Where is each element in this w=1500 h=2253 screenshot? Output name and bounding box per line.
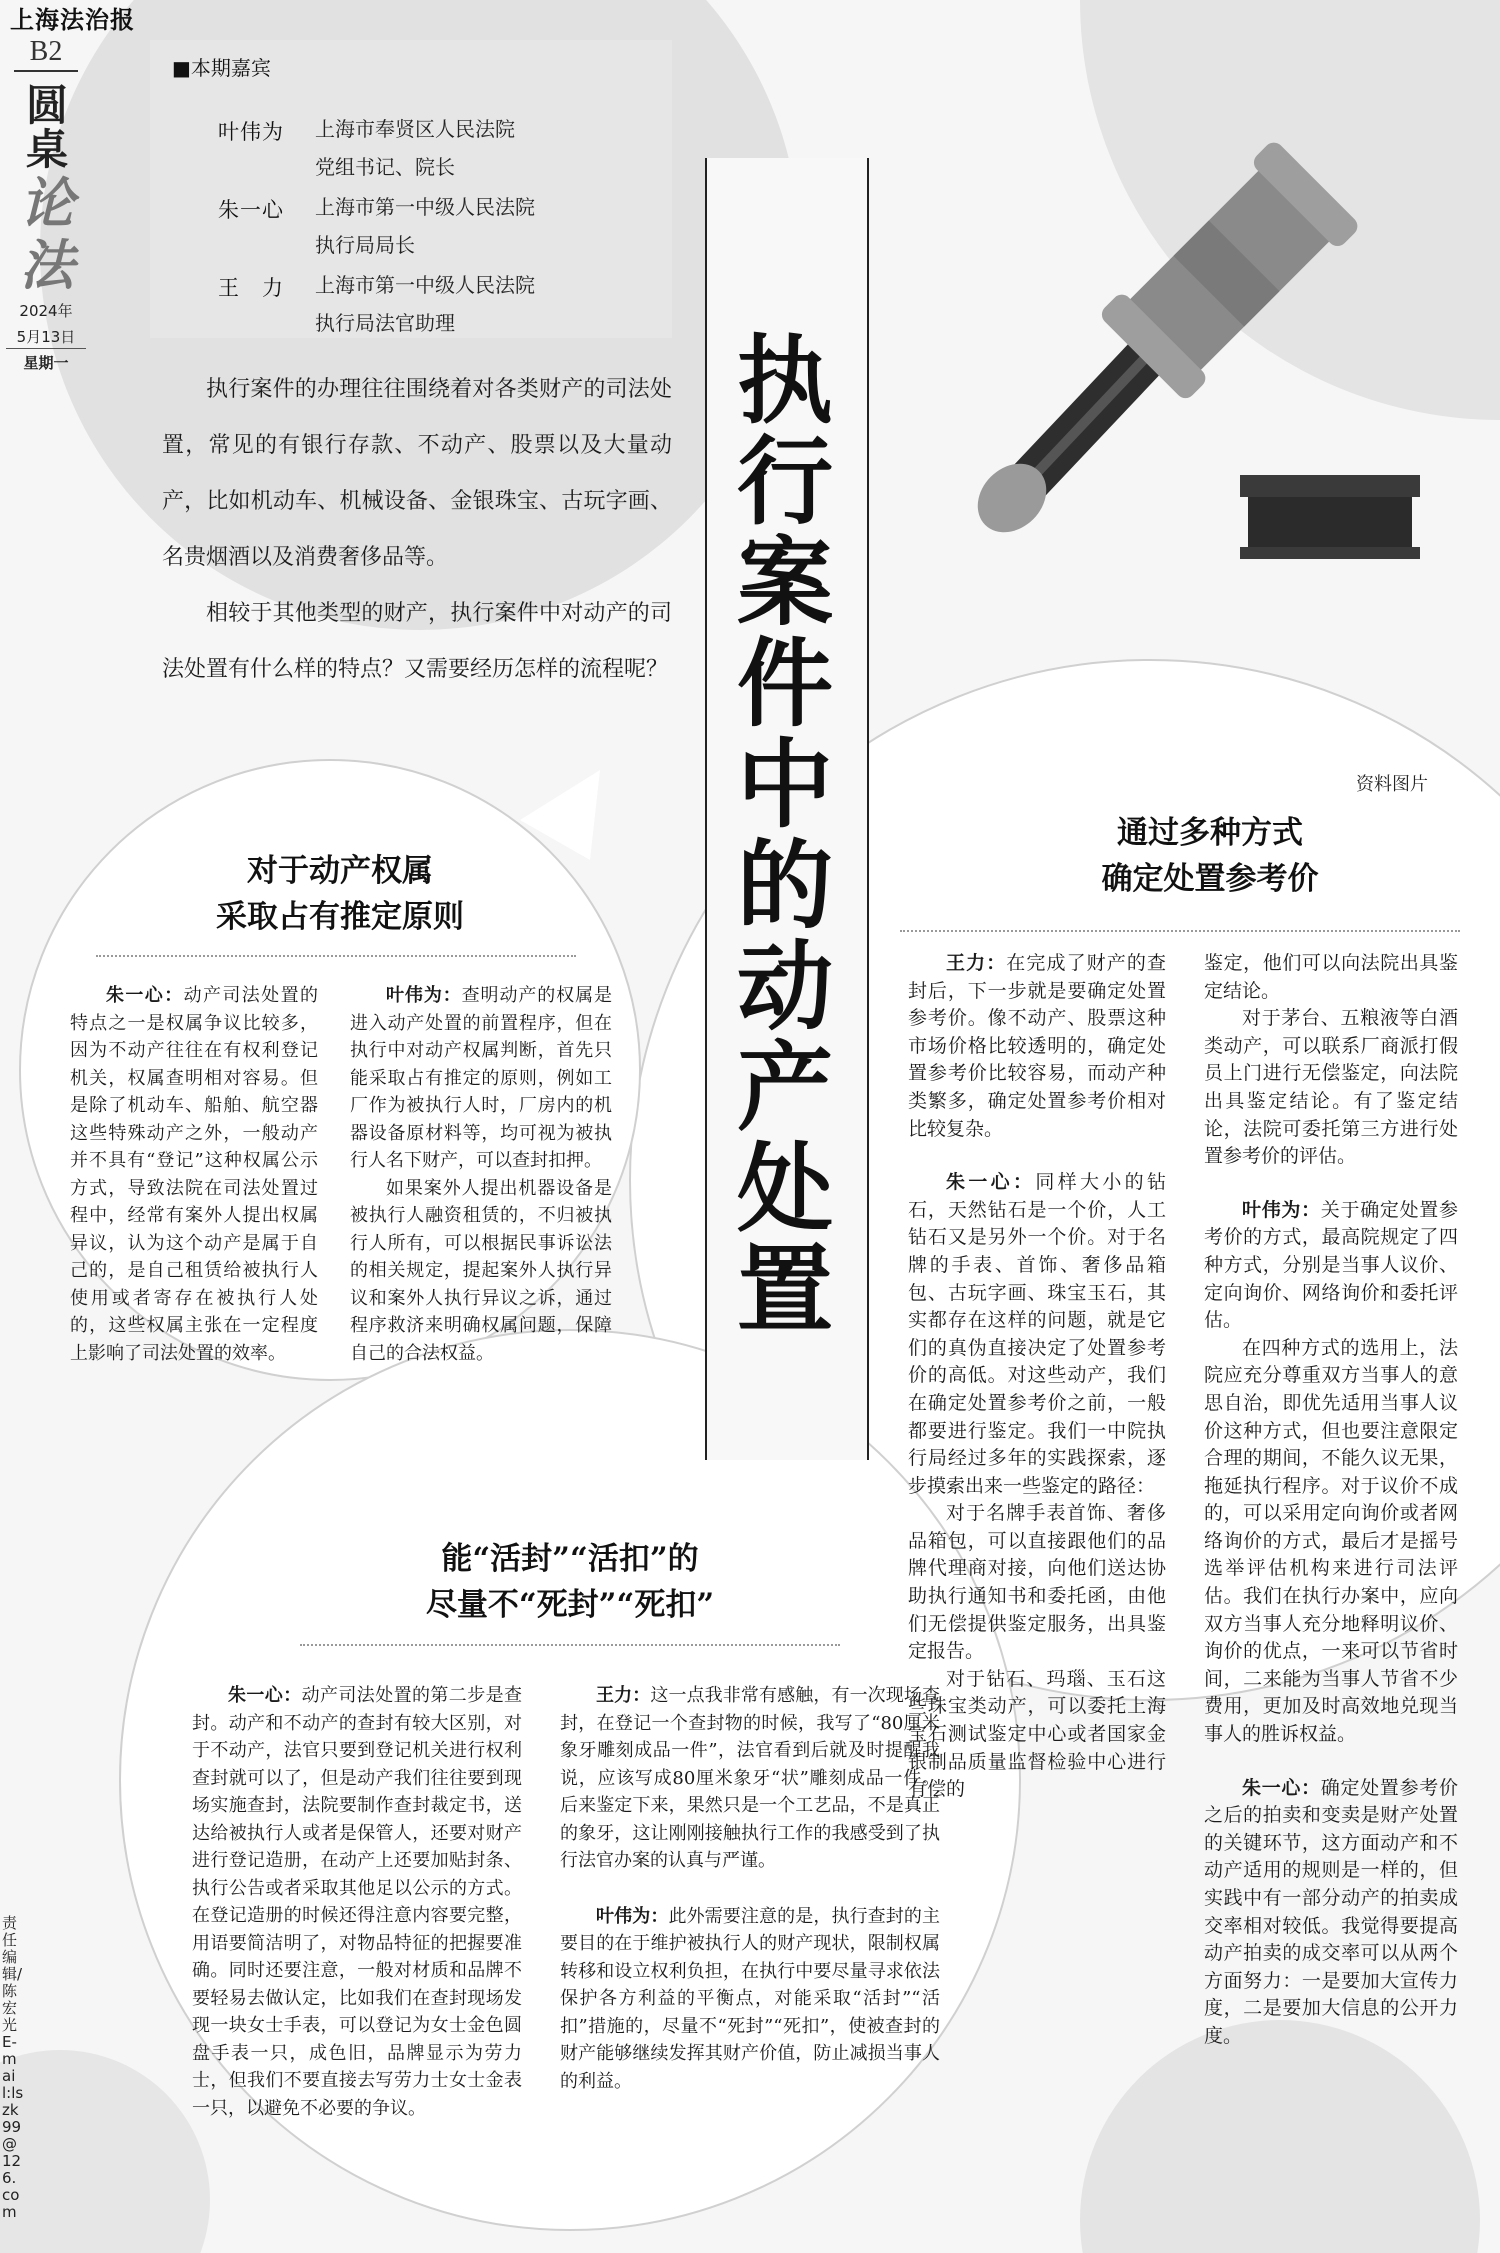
section3-col2: 鉴定，他们可以向法院出具鉴定结论。 对于茅台、五粮液等白酒类动产，可以联系厂商派打假员上门进行无偿鉴定，向法院出具鉴定结论。有了鉴定结论，法院可委托第三方进行处置参考价的评估。 叶伟为：关于确定处置参考价的方式，最高院规定了四种方式，分别是当事人议价、定向询价、网络询价和委托评估。 在四种方式的选用上，法院应充分尊重双方当事人的意思自治，即优先适用当事人议价这种方式，但也要注意限定合理的期间，不能久议无果，拖延执行程序。对于议价不成的，可以采用定向询价或者网络询价的方式，最后才是摇号选举评估机构来进行司法评估。我们在执行办案中，应向双方当事人充分地释明议价、询价的优点，一来可以节省时间，二来能为当事人节省不少费用，更加及时高效地兑现当事人的胜诉权益。 朱一心：确定处置参考价之后的拍卖和变卖是财产处置的关键环节，这方面动产和不动产适用的规则是一样的，但实践中有一部分动产的拍卖成交率相对较低。我觉得要提高动产拍卖的成交率可以从两个方面努力：一是要加大宣传力度，二是要加大信息的公开力度。 (1204, 952, 1458, 2047)
section1-divider (96, 955, 576, 957)
guest-name-2: 朱一心 (218, 198, 284, 222)
column-char-1: 圆 (25, 81, 68, 130)
photo-caption: 资料图片 (1356, 774, 1428, 795)
column-char-3: 论 (20, 171, 74, 235)
guest-role-1: 上海市奉贤区人民法院 党组书记、院长 (315, 117, 515, 179)
section2-title: 能“活封”“活扣”的 尽量不“死封”“死扣” (425, 1541, 715, 1623)
section2-col2: 王力：这一点我非常有感触，有一次现场查封，在登记一个查封物的时候，我写了“80厘米象牙雕刻成品一件”，法官看到后就及时提醒我说，应该写成80厘米象牙“状”雕刻成品一件。后来鉴定下来，果然只是一个工艺品，不是真正的象牙，这让刚刚接触执行工作的我感受到了执行法官办案的认真与严谨。 叶伟为：此外需要注意的是，执行查封的主要目的在于维护被执行人的财产现状，限制权属转移和设立权利负担，在执行中要尽量寻求依法保护各方利益的平衡点，对能采取“活封”“活扣”措施的，尽量不“死封”“死扣”，使被查封的财产能够继续发挥其财产价值，防止减损当事人的利益。 (560, 1685, 941, 2092)
section2-divider (300, 1644, 840, 1646)
section3-title: 通过多种方式 确定处置参考价 (1101, 815, 1319, 897)
section3-col1: 王力：在完成了财产的查封后，下一步就是要确定处置参考价。像不动产、股票这种市场价格比较透明的，确定处置参考价比较容易，而动产种类繁多，确定处置参考价相对比较复杂。 朱一心：同样大小的钻石，天然钻石是一个价，人工钻石又是另外一个价。对于名牌的手表、首饰、奢侈品箱包、古玩字画、珠宝玉石，其实都存在这样的问题，就是它们的真伪直接决定了处置参考价的高低。对这些动产，我们在确定处置参考价之前，一般都要进行鉴定。我们一中院执行局经过多年的实践探索，逐步摸索出来一些鉴定的路径： 对于名牌手表首饰、奢侈品箱包，可以直接跟他们的品牌代理商对接，向他们送达协助执行通知书和委托函，由他们无偿提供鉴定服务，出具鉴定报告。 对于钻石、玛瑙、玉石这些珠宝类动产，可以委托上海宝石测试鉴定中心或者国家金银制品质量监督检验中心进行有偿的 (908, 952, 1166, 1801)
intro-paragraph-2: 相较于其他类型的财产，执行案件中对动产的司法处置有什么样的特点？又需要经历怎样的流程呢？ (162, 601, 672, 682)
sound-block-icon (1230, 470, 1430, 570)
section1-col1: 朱一心：动产司法处置的特点之一是权属争议比较多，因为不动产往往在有权利登记机关，权属查明相对容易。但是除了机动车、船舶、航空器这些特殊动产之外，一般动产并不具有“登记”这种权属公示方式，导致法院在司法处置过程中，经常有案外人提出权属异议，认为这个动产是属于自己的，是自己租赁给被执行人使用或者寄存在被执行人处的，这些权属主张在一定程度上影响了司法处置的效率。 (70, 985, 319, 1364)
section3-divider (900, 930, 1460, 932)
guest-name-3: 王 力 (218, 276, 284, 300)
date-day: 5月13日 (6, 326, 86, 349)
guest-name-1: 叶伟为 (218, 120, 284, 144)
newspaper-logo: 上海法治报 (10, 5, 135, 34)
section1-title: 对于动产权属 采取占有推定原则 (216, 853, 464, 935)
editor-credit: 责任编辑/陈宏光 E-mail:lszk99@126.com (2, 1914, 24, 2221)
weekday: 星期一 (23, 354, 69, 372)
date-year: 2024年 (19, 302, 73, 320)
intro-text (162, 362, 672, 698)
guests-header: ■本期嘉宾 (172, 56, 271, 80)
page-number: B2 (14, 34, 78, 72)
main-title: 执 行 案 件 中 的 动 产 处 置 (737, 324, 833, 1346)
guest-role-2: 上海市第一中级人民法院 执行局局长 (315, 195, 535, 257)
column-char-4: 法 (20, 233, 74, 297)
section1-col2: 叶伟为：查明动产的权属是进入动产处置的前置程序，但在执行中对动产权属判断，首先只能采取占有推定的原则，例如工厂作为被执行人时，厂房内的机器设备原材料等，均可视为被执行人名下财产，可以查封扣押。 如果案外人提出机器设备是被执行人融资租赁的，不归被执行人所有，可以根据民事诉讼法的相关规定，提起案外人执行异议和案外人执行异议之诉，通过程序救济来明确权属问题，保障自己的合法权益。 (350, 985, 613, 1364)
column-char-2: 桌 (25, 125, 68, 174)
section2-col1: 朱一心：动产司法处置的第二步是查封。动产和不动产的查封有较大区别，对于不动产，法官只要到登记机关进行权利查封就可以了，但是动产我们往往要到现场实施查封，法院要制作查封裁定书，送达给被执行人或者是保管人，还要对财产进行登记造册，在动产上还要加贴封条、执行公告或者采取其他足以公示的方式。在登记造册的时候还得注意内容要完整，用语要简洁明了，对物品特征的把握要准确。同时还要注意，一般对材质和品牌不要轻易去做认定，比如我们在查封现场发现一块女士手表，可以登记为女士金色圆盘手表一只，成色旧，品牌显示为劳力士，但我们不要直接去写劳力士女士金表一只，以避免不必要的争议。 (192, 1685, 523, 2119)
intro-paragraph-1: 执行案件的办理往往围绕着对各类财产的司法处置，常见的有银行存款、不动产、股票以及大量动产，比如机动车、机械设备、金银珠宝、古玩字画、名贵烟酒以及消费奢侈品等。 (162, 377, 672, 570)
guest-role-3: 上海市第一中级人民法院 执行局法官助理 (315, 273, 535, 335)
